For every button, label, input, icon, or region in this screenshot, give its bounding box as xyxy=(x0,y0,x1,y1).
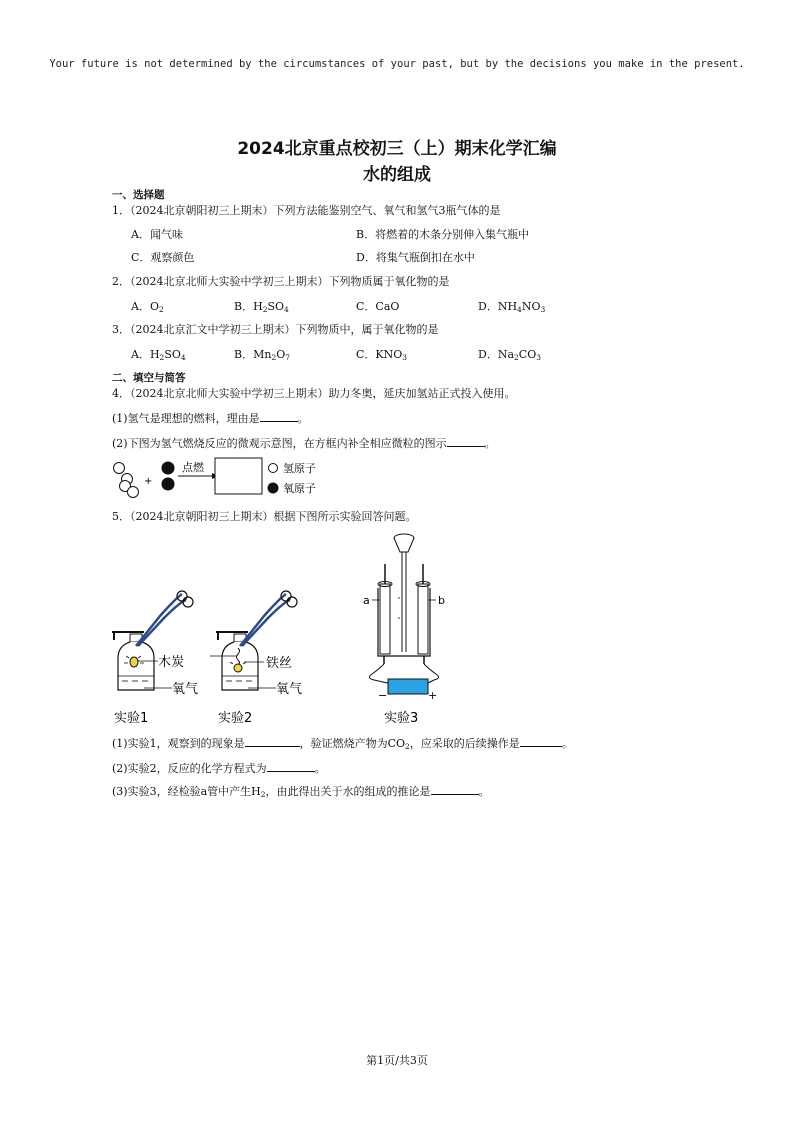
experiment-3-apparatus xyxy=(363,534,445,726)
q2-stem: 2．（2024北京北师大实验中学初三上期末）下列物质属于氧化物的是 xyxy=(112,275,450,288)
q5-part3: (3)实验3，经检验a管中产生$H_2$，由此得出关于水的组成的推论是 。 xyxy=(112,785,490,799)
answer-blank[interactable] xyxy=(260,411,298,422)
legend-oxygen-icon xyxy=(268,483,279,494)
q2-option-a: A．$O_2$ xyxy=(131,300,164,314)
q3-option-c: C．$KNO_3$ xyxy=(356,348,408,362)
section-heading-fill: 二、填空与简答 xyxy=(112,372,186,384)
legend-oxygen-label: 氧原子 xyxy=(283,482,316,495)
label-oxygen-1: 氧气 xyxy=(172,682,199,697)
label-iron-wire: 铁丝 xyxy=(266,656,293,671)
q1-option-d: D．将集气瓶倒扣在水中 xyxy=(356,251,475,264)
oxygen-atom xyxy=(162,462,175,475)
hydrogen-atom xyxy=(114,463,125,474)
label-experiment-2: 实验2 xyxy=(218,711,253,726)
tube-a xyxy=(380,584,390,654)
legend-hydrogen-icon xyxy=(269,464,278,473)
answer-blank[interactable] xyxy=(447,436,485,447)
power-supply xyxy=(388,679,428,694)
label-experiment-1: 实验1 xyxy=(114,711,149,726)
legend-hydrogen-label: 氢原子 xyxy=(283,462,316,475)
tongs xyxy=(240,594,286,646)
q1-stem: 1．（2024北京朝阳初三上期末）下列方法能鉴别空气、氧气和氢气3瓶气体的是 xyxy=(112,204,501,217)
answer-blank[interactable] xyxy=(431,784,479,795)
label-tube-b: b xyxy=(438,594,445,607)
q5-stem: 5．（2024北京朝阳初三上期末）根据下图所示实验回答问题。 xyxy=(112,510,417,523)
plus-sign: + xyxy=(144,476,153,487)
q3-option-d: D．$Na_2CO_3$ xyxy=(478,348,542,362)
q5-part1: (1)实验1，观察到的现象是 ，验证燃烧产物为$CO_2$，应采取的后续操作是 。 xyxy=(112,737,573,751)
q2-option-c: C．CaO xyxy=(356,300,400,313)
q4-part2: (2)下图为氢气燃烧反应的微观示意图，在方框内补全相应微粒的图示 。 xyxy=(112,437,496,450)
q3-stem: 3．（2024北京汇文中学初三上期末）下列物质中，属于氧化物的是 xyxy=(112,323,439,336)
answer-blank[interactable] xyxy=(267,761,315,772)
reaction-condition: 点燃 xyxy=(182,461,204,474)
document-title: 2024北京重点校初三（上）期末化学汇编 xyxy=(237,139,557,159)
q2-option-b: B．$H_2SO_4$ xyxy=(234,300,289,314)
hydrogen-atom xyxy=(128,487,139,498)
label-tube-a: a xyxy=(363,594,370,607)
tube-b xyxy=(418,584,428,654)
oxygen-atom xyxy=(162,478,175,491)
q3-option-b: B．$Mn_2O_7$ xyxy=(234,348,291,362)
label-charcoal: 木炭 xyxy=(158,655,185,670)
burning-charcoal xyxy=(130,657,138,667)
section-heading-choice: 一、选择题 xyxy=(112,189,165,201)
label-positive: + xyxy=(428,689,438,702)
document-subtitle: 水的组成 xyxy=(363,165,431,185)
burning-iron xyxy=(234,664,242,672)
experiment-1-apparatus xyxy=(112,591,198,726)
label-experiment-3: 实验3 xyxy=(384,711,419,726)
answer-blank[interactable] xyxy=(520,736,562,747)
hydrogen-combustion-diagram xyxy=(108,456,348,502)
q1-option-b: B．将燃着的木条分别伸入集气瓶中 xyxy=(356,228,530,241)
answer-box[interactable] xyxy=(215,458,262,494)
q4-stem: 4．（2024北京北师大实验中学初三上期末）助力冬奥，延庆加氢站正式投入使用。 xyxy=(112,387,516,400)
q3-option-a: A．$H_2SO_4$ xyxy=(131,348,186,362)
page-number: 第1页/共3页 xyxy=(366,1054,428,1067)
label-negative: − xyxy=(378,689,388,702)
q4-part1: (1)氢气是理想的燃料，理由是 。 xyxy=(112,412,309,425)
tongs xyxy=(136,594,182,646)
answer-blank[interactable] xyxy=(245,736,300,747)
label-oxygen-2: 氧气 xyxy=(276,682,303,697)
q1-option-a: A．闻气味 xyxy=(131,228,183,241)
q5-part2: (2)实验2，反应的化学方程式为 。 xyxy=(112,762,326,775)
page-motto: Your future is not determined by the circumstances of your past, but by the decisions you make in the present. xyxy=(49,58,745,70)
q1-option-c: C．观察颜色 xyxy=(131,251,195,264)
experiment-2-apparatus xyxy=(210,591,302,726)
q2-option-d: D．$NH_4NO_3$ xyxy=(478,300,546,314)
experiment-apparatus-diagram xyxy=(108,528,458,728)
